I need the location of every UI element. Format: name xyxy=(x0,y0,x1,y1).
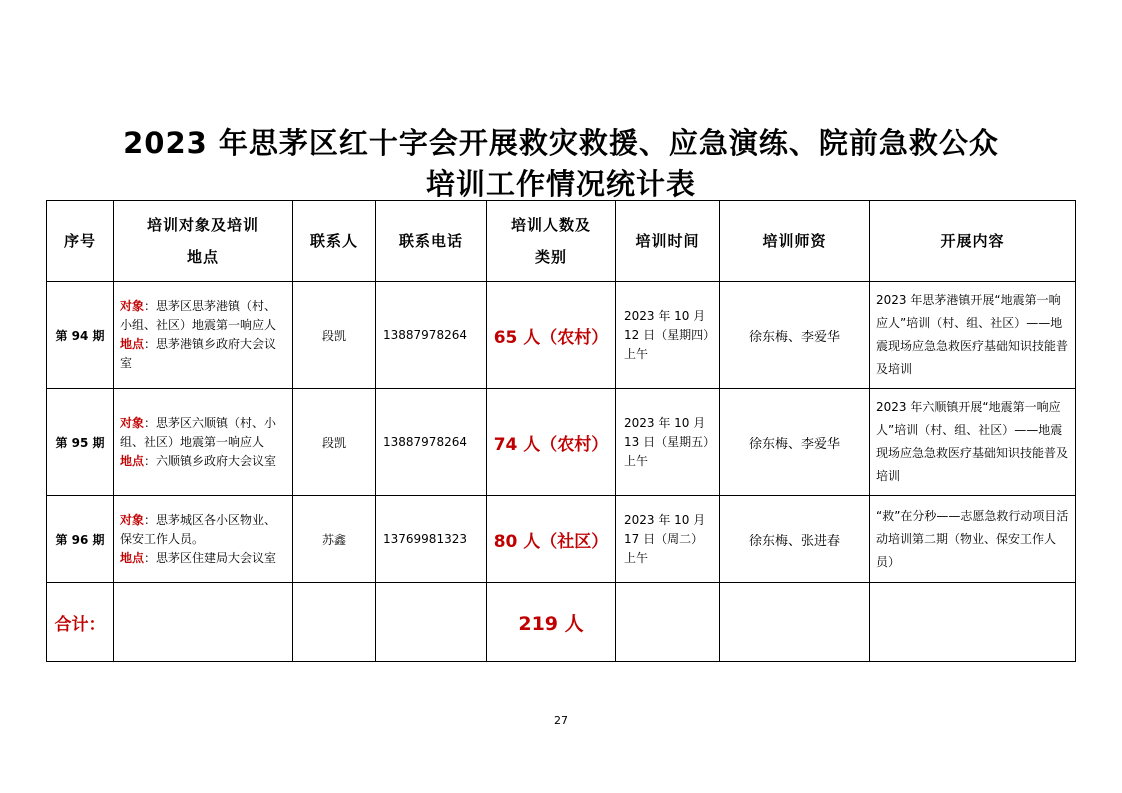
target-text: ：思茅区思茅港镇（村、小组、社区）地震第一响应人 xyxy=(120,299,277,332)
time-line-3: 上午 xyxy=(624,550,649,565)
empty-cell xyxy=(616,583,720,662)
teacher-cell: 徐东梅、李爱华 xyxy=(720,282,870,389)
training-statistics-table xyxy=(46,200,1076,662)
header-count-line-2: 类别 xyxy=(534,248,567,266)
header-target-line-1: 培训对象及培训 xyxy=(146,216,259,234)
page-number: 27 xyxy=(554,714,568,727)
target-location-cell xyxy=(114,282,293,389)
header-target-line-2: 地点 xyxy=(186,248,219,266)
content-cell: 2023 年六顺镇开展“地震第一响应人”培训（村、组、社区）——地震现场应急急救医疗基础知识技能普及培训 xyxy=(870,389,1076,496)
period-cell: 第 96 期 xyxy=(47,496,114,583)
empty-cell xyxy=(870,583,1076,662)
time-line-2: 12 日（星期四） xyxy=(624,327,716,342)
target-text: ：思茅区六顺镇（村、小组、社区）地震第一响应人 xyxy=(120,415,277,449)
period-cell: 第 95 期 xyxy=(47,389,114,496)
empty-cell xyxy=(293,583,376,662)
location-label: 地点 xyxy=(120,453,145,468)
empty-cell xyxy=(114,583,293,662)
header-phone: 联系电话 xyxy=(376,201,487,282)
contact-cell: 苏鑫 xyxy=(293,496,376,583)
table-header-row xyxy=(47,201,1076,282)
location-text: ：思茅区住建局大会议室 xyxy=(144,550,277,565)
target-label: 对象 xyxy=(120,299,145,313)
location-label: 地点 xyxy=(120,337,145,351)
count-cell: 80 人（社区） xyxy=(487,496,616,583)
location-text: ：六顺镇乡政府大会议室 xyxy=(144,453,277,468)
header-content: 开展内容 xyxy=(870,201,1076,282)
table-row xyxy=(47,282,1076,389)
empty-cell xyxy=(376,583,487,662)
time-line-1: 2023 年 10 月 xyxy=(624,512,706,527)
location-label: 地点 xyxy=(120,550,145,565)
time-cell xyxy=(616,282,720,389)
time-line-1: 2023 年 10 月 xyxy=(624,415,706,430)
target-label: 对象 xyxy=(120,512,145,527)
target-location-cell xyxy=(114,496,293,583)
time-line-2: 17 日（周二） xyxy=(624,531,704,546)
header-time: 培训时间 xyxy=(616,201,720,282)
location-text: ：思茅港镇乡政府大会议室 xyxy=(120,337,277,370)
total-value: 219 人 xyxy=(487,583,616,662)
header-count xyxy=(487,201,616,282)
period-cell: 第 94 期 xyxy=(47,282,114,389)
empty-cell xyxy=(720,583,870,662)
total-label: 合计： xyxy=(47,583,114,662)
time-cell xyxy=(616,496,720,583)
teacher-cell: 徐东梅、张进春 xyxy=(720,496,870,583)
phone-cell: 13887978264 xyxy=(376,389,487,496)
header-teacher: 培训师资 xyxy=(720,201,870,282)
contact-cell: 段凯 xyxy=(293,389,376,496)
target-label: 对象 xyxy=(120,415,145,430)
target-location-cell xyxy=(114,389,293,496)
teacher-cell: 徐东梅、李爱华 xyxy=(720,389,870,496)
table-row xyxy=(47,389,1076,496)
time-cell xyxy=(616,389,720,496)
document-title-line-2: 培训工作情况统计表 xyxy=(425,167,696,201)
target-text: ：思茅城区各小区物业、保安工作人员。 xyxy=(120,512,277,546)
table-row xyxy=(47,496,1076,583)
time-line-1: 2023 年 10 月 xyxy=(624,308,706,323)
phone-cell: 13887978264 xyxy=(376,282,487,389)
count-cell: 74 人（农村） xyxy=(487,389,616,496)
contact-cell: 段凯 xyxy=(293,282,376,389)
content-cell: “救”在分秒——志愿急救行动项目活动培训第二期（物业、保安工作人员） xyxy=(870,496,1076,583)
total-row xyxy=(47,583,1076,662)
header-seq: 序号 xyxy=(47,201,114,282)
time-line-2: 13 日（星期五） xyxy=(624,434,716,449)
phone-cell: 13769981323 xyxy=(376,496,487,583)
count-cell: 65 人（农村） xyxy=(487,282,616,389)
time-line-3: 上午 xyxy=(624,453,649,468)
time-line-3: 上午 xyxy=(624,346,649,361)
header-count-line-1: 培训人数及 xyxy=(510,216,591,234)
header-contact: 联系人 xyxy=(293,201,376,282)
content-cell: 2023 年思茅港镇开展“地震第一响应人”培训（村、组、社区）——地震现场应急急救医疗基础知识技能普及培训 xyxy=(870,282,1076,389)
header-target xyxy=(114,201,293,282)
document-title-line-1: 2023 年思茅区红十字会开展救灾救援、应急演练、院前急救公众 xyxy=(123,126,999,160)
